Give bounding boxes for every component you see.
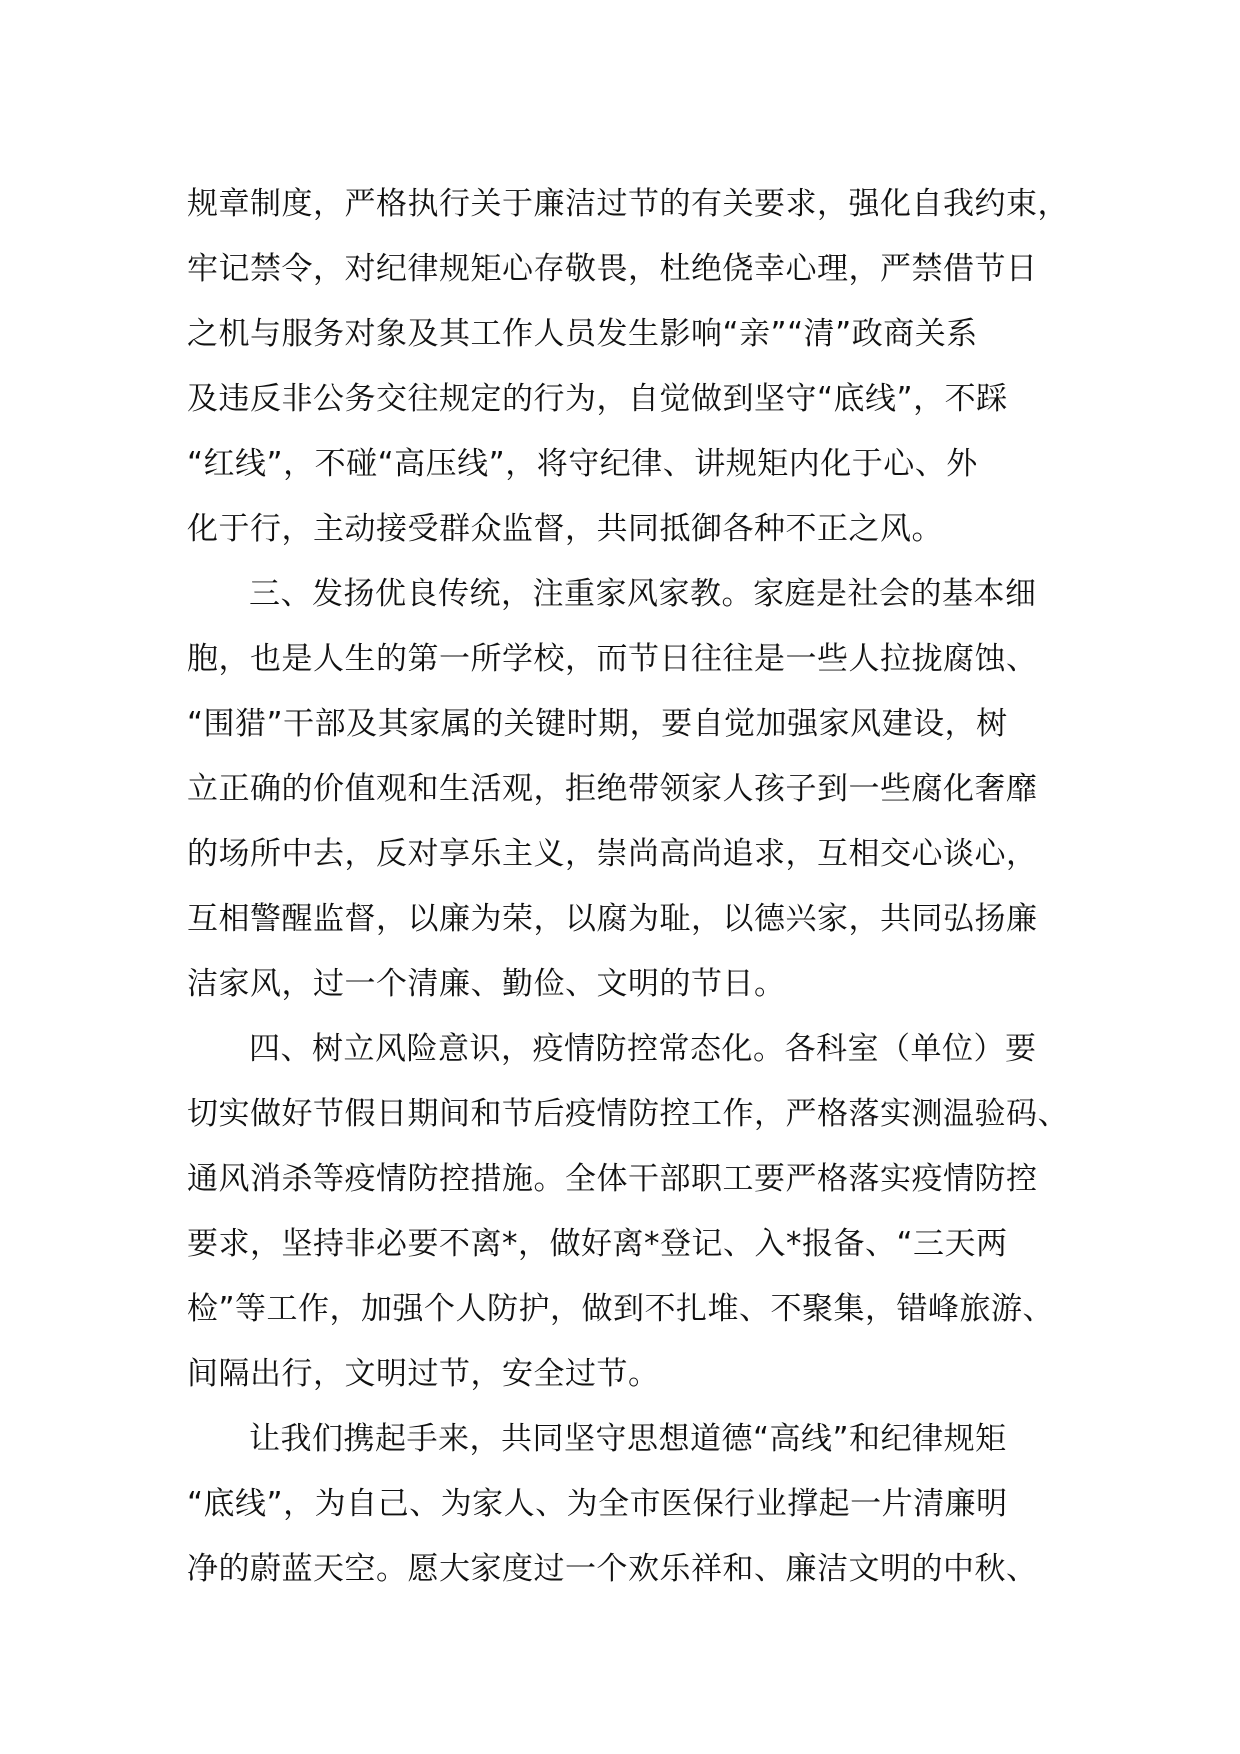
text-line: 净的蔚蓝天空。愿大家度过一个欢乐祥和、廉洁文明的中秋、: [187, 1551, 1038, 1587]
text-line: 间隔出行，文明过节，安全过节。: [187, 1356, 660, 1392]
text-line: 化于行，主动接受群众监督，共同抵御各种不正之风。: [187, 511, 943, 547]
text-line: 的场所中去，反对享乐主义，崇尚高尚追求，互相交心谈心，: [187, 836, 1038, 872]
paragraph-start-line: 四、树立风险意识，疫情防控常态化。各科室（单位）要: [249, 1031, 1037, 1067]
text-line: 胞，也是人生的第一所学校，而节日往往是一些人拉拢腐蚀、: [187, 641, 1038, 677]
text-line: 牢记禁令，对纪律规矩心存敬畏，杜绝侥幸心理，严禁借节日: [187, 251, 1038, 287]
text-line: 切实做好节假日期间和节后疫情防控工作，严格落实测温验码、: [187, 1096, 1069, 1132]
body-text: [187, 172, 1077, 1602]
text-line: 检”等工作，加强个人防护，做到不扎堆、不聚集，错峰旅游、: [187, 1291, 1055, 1327]
text-line: “底线”，为自己、为家人、为全市医保行业撑起一片清廉明: [187, 1486, 1008, 1522]
text-line: 互相警醒监督，以廉为荣，以腐为耻，以德兴家，共同弘扬廉: [187, 901, 1038, 937]
text-line: “围猎”干部及其家属的关键时期，要自觉加强家风建设，树: [187, 706, 1008, 742]
text-line: 之机与服务对象及其工作人员发生影响“亲”“清”政商关系: [187, 316, 978, 352]
text-line: 要求，坚持非必要不离*，做好离*登记、入*报备、“三天两: [187, 1226, 1008, 1262]
text-line: 规章制度，严格执行关于廉洁过节的有关要求，强化自我约束，: [187, 186, 1069, 222]
text-line: “红线”，不碰“高压线”，将守纪律、讲规矩内化于心、外: [187, 446, 978, 482]
text-line: 通风消杀等疫情防控措施。全体干部职工要严格落实疫情防控: [187, 1161, 1038, 1197]
paragraph-start-line: 三、发扬优良传统，注重家风家教。家庭是社会的基本细: [249, 576, 1037, 612]
text-line: 立正确的价值观和生活观，拒绝带领家人孩子到一些腐化奢靡: [187, 771, 1038, 807]
text-line: 洁家风，过一个清廉、勤俭、文明的节日。: [187, 966, 786, 1002]
paragraph-start-line: 让我们携起手来，共同坚守思想道德“高线”和纪律规矩: [249, 1421, 1007, 1457]
text-line: 及违反非公务交往规定的行为，自觉做到坚守“底线”，不踩: [187, 381, 1008, 417]
